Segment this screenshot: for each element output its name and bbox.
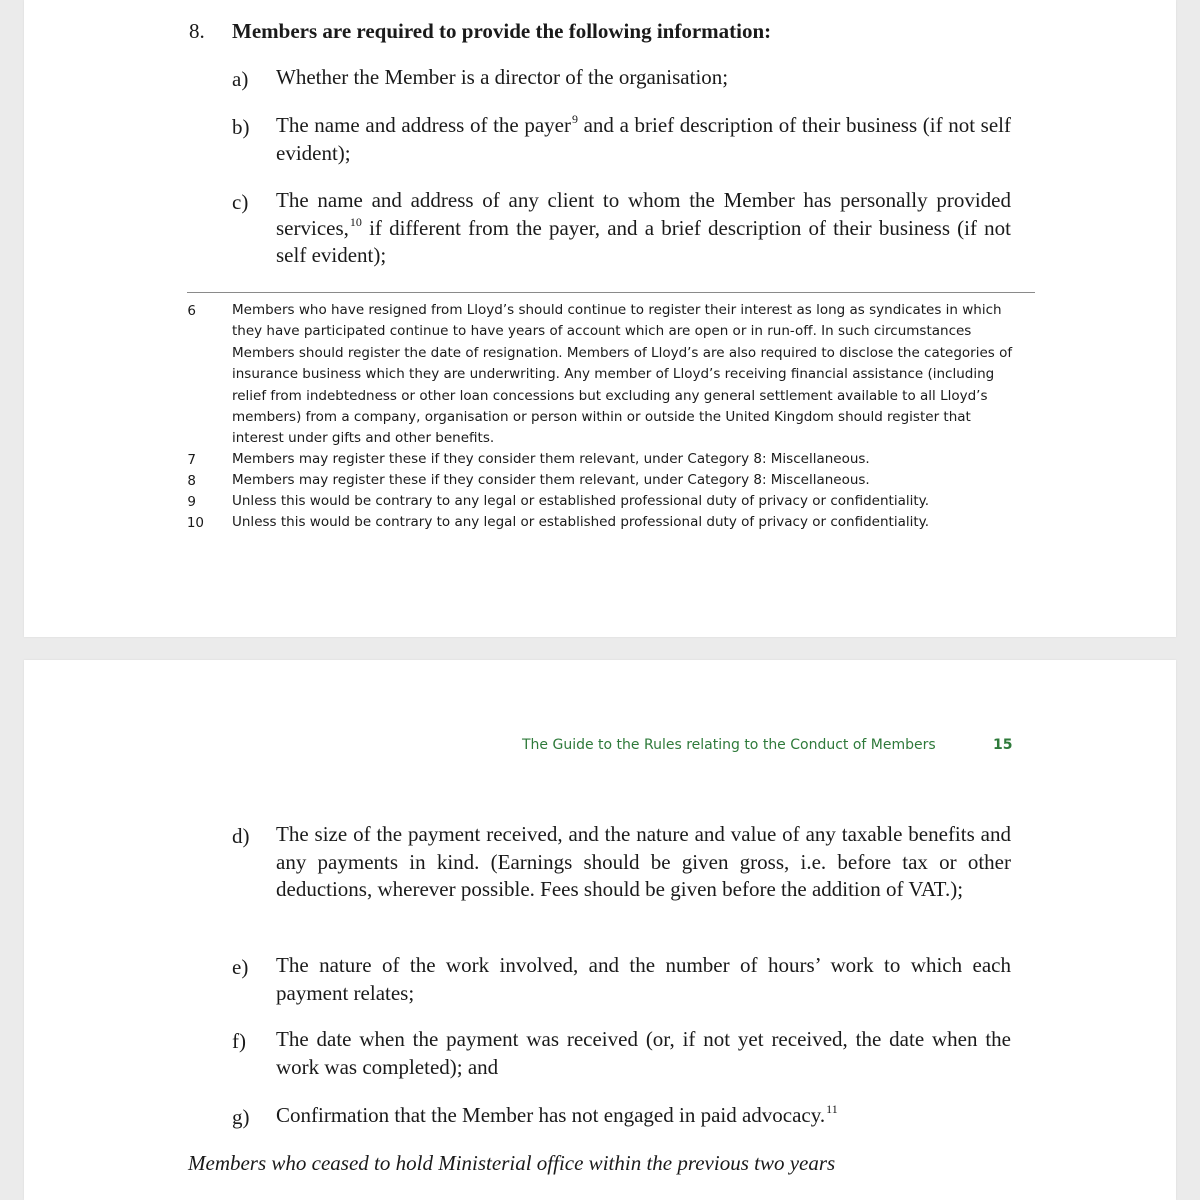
item-text-e: The nature of the work involved, and the number of hours’ work to which each payment relates; [276, 953, 1011, 1005]
document-page-15 [24, 660, 1176, 1200]
footnote-number-9: 9 [187, 494, 196, 510]
footnote-ref-9: 9 [571, 112, 578, 126]
item-text-f: The date when the payment was received (or, if not yet received, the date when the work was completed); and [276, 1027, 1011, 1079]
footnote-text-6: Members who have resigned from Lloyd’s should continue to register their interest as long as syndicates in which they have participated continue to have years of account which are open or in run-off. In such circumstances Members should register the date of resignation. Members of Lloyd’s are also required to disclose the categories of insurance business which they are underwriting. Any member of Lloyd’s receiving financial assistance (including relief from indebtedness or other loan concessions but excluding any general settlement available to all Lloyd’s members) from a company, organisation or person within or outside the United Kingdom should register that interest under gifts and other benefits. [232, 302, 1013, 447]
item-text-g-body: Confirmation that the Member has not engaged in paid advocacy. [276, 1103, 826, 1127]
item-letter-g: g) [232, 1105, 250, 1129]
item-letter-e: e) [232, 955, 249, 979]
footnote-divider [187, 292, 1035, 293]
page-number: 15 [993, 737, 1013, 753]
section-heading: Members are required to provide the following information: [232, 19, 772, 43]
item-letter-c: c) [232, 190, 249, 214]
footnote-number-8: 8 [187, 473, 196, 489]
footnote-text-8: Members may register these if they consider them relevant, under Category 8: Miscellaneous. [232, 472, 870, 488]
subheading-ministerial-office: Members who ceased to hold Ministerial office within the previous two years [188, 1151, 836, 1175]
item-text-b [276, 112, 1011, 167]
footnote-text-10: Unless this would be contrary to any legal or established professional duty of privacy or confidentiality. [232, 514, 929, 530]
footnote-ref-10: 10 [349, 214, 362, 229]
footnote-text-9: Unless this would be contrary to any legal or established professional duty of privacy or confidentiality. [232, 493, 929, 509]
item-text-a: Whether the Member is a director of the organisation; [276, 65, 729, 89]
item-text-b-part1: The name and address of the payer [276, 113, 571, 137]
section-number: 8. [189, 19, 205, 43]
footnote-ref-11: 11 [826, 1102, 838, 1116]
item-letter-d: d) [232, 824, 250, 848]
item-text-d: The size of the payment received, and the nature and value of any taxable benefits and any payments in kind. (Earnings should be given gross, i.e. before tax or other deductions, wherever possible. Fees should be given before the addition of VAT.); [276, 822, 1011, 901]
item-text-c [276, 187, 1011, 270]
item-text-g [276, 1102, 838, 1130]
running-header: The Guide to the Rules relating to the Conduct of Members [522, 737, 936, 753]
footnote-number-10: 10 [186, 515, 204, 531]
item-text-c-part2: if different from the payer, and a brief description of their business (if not self evident); [276, 215, 1011, 267]
document-page-upper [24, 0, 1176, 637]
footnote-text-7: Members may register these if they consider them relevant, under Category 8: Miscellaneous. [232, 451, 870, 467]
item-letter-b: b) [232, 115, 250, 139]
item-letter-f: f) [232, 1029, 246, 1053]
item-text-b-part2: and a brief description of their business (if not self evident); [276, 113, 1011, 165]
footnote-number-7: 7 [187, 452, 196, 468]
item-text-c-part1: The name and address of any client to whom the Member has personally provided services, [276, 188, 1011, 240]
footnote-number-6: 6 [187, 303, 196, 319]
item-letter-a: a) [232, 67, 249, 91]
